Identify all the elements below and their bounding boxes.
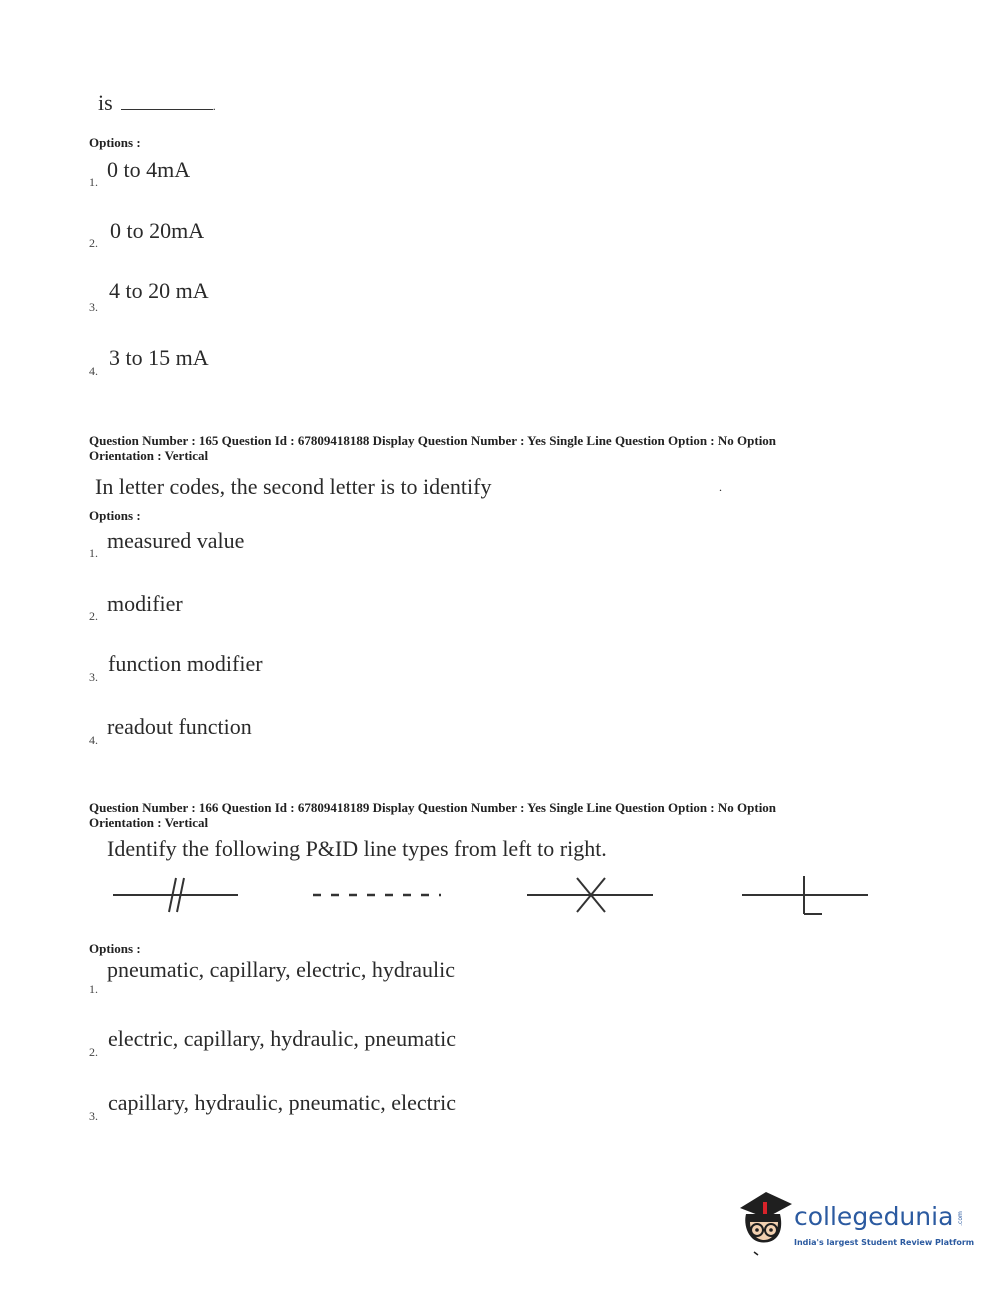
pid-line-types-figure: [0, 866, 993, 926]
mascot-icon: [736, 1188, 794, 1256]
q164-option-1: 0 to 4mA: [107, 157, 191, 182]
q166-stem: Identify the following P&ID line types from left to right.: [107, 836, 607, 861]
q165-stem-period: .: [719, 480, 722, 494]
logo-wordmark: collegedunia .com: [794, 1202, 965, 1231]
q166-option-2-number: 2.: [89, 1045, 98, 1059]
q166-option-3-number: 3.: [89, 1109, 98, 1123]
electric-line-symbol: [527, 878, 653, 912]
q165-meta: Question Number : 165 Question Id : 67809418188 Display Question Number : Yes Single Line Question Option : No Option Orientation : Vertical: [89, 433, 777, 463]
q165-option-3-number: 3.: [89, 670, 98, 684]
q164-option-3: 4 to 20 mA: [109, 278, 209, 303]
q166-meta: Question Number : 166 Question Id : 67809418189 Display Question Number : Yes Single Line Question Option : No Option Orientation : Vertical: [89, 800, 777, 830]
q164-option-4-number: 4.: [89, 364, 98, 378]
hydraulic-line-symbol: [742, 876, 868, 914]
q166-options-label: Options :: [89, 941, 141, 956]
q166-option-1-number: 1.: [89, 982, 98, 996]
q165-option-2-number: 2.: [89, 609, 98, 623]
q164-option-2: 0 to 20mA: [110, 218, 205, 243]
q164-option-4: 3 to 15 mA: [109, 345, 209, 370]
q166-option-3: capillary, hydraulic, pneumatic, electric: [108, 1090, 456, 1115]
q166-option-1: pneumatic, capillary, electric, hydraulic: [107, 957, 455, 982]
q165-option-1: measured value: [107, 528, 245, 553]
q164-option-2-number: 2.: [89, 236, 98, 250]
q164-stem-end: is .: [98, 90, 216, 115]
q165-option-1-number: 1.: [89, 546, 98, 560]
logo-tagline: India's largest Student Review Platform: [794, 1238, 975, 1247]
q165-options-label: Options :: [89, 508, 141, 523]
collegedunia-logo: [736, 1188, 975, 1260]
q165-option-2: modifier: [107, 591, 183, 616]
q165-option-4-number: 4.: [89, 733, 98, 747]
q165-stem: In letter codes, the second letter is to identify: [95, 474, 492, 499]
pneumatic-line-symbol: [113, 878, 238, 912]
q164-option-1-number: 1.: [89, 175, 98, 189]
q164-option-3-number: 3.: [89, 300, 98, 314]
q164-options-label: Options :: [89, 135, 141, 150]
q165-option-4: readout function: [107, 714, 252, 739]
q165-option-3: function modifier: [108, 651, 263, 676]
answer-blank: [121, 93, 213, 110]
q166-option-2: electric, capillary, hydraulic, pneumatic: [108, 1026, 456, 1051]
